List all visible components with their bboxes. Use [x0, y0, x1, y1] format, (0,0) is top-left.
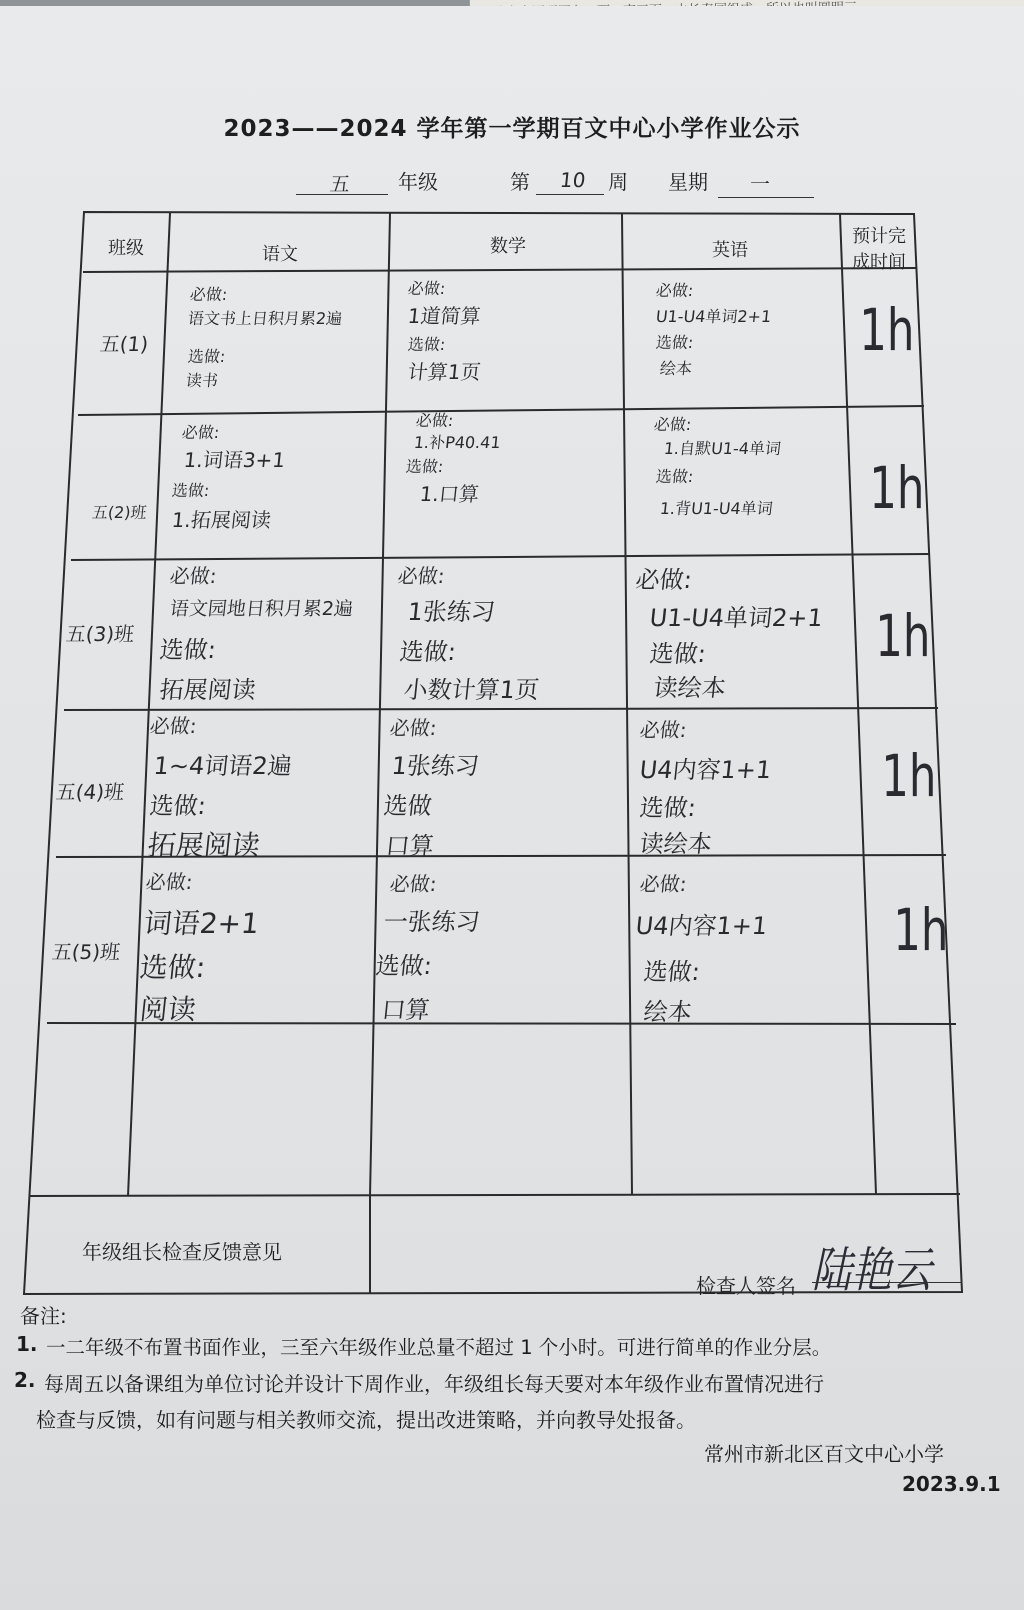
- row4-math-required-label: 必做:: [388, 716, 438, 740]
- row1-math-optional: 计算1页: [406, 360, 482, 384]
- row3-chinese-required-label: 必做:: [168, 564, 218, 588]
- signature: 陆艳云: [809, 1243, 941, 1299]
- row1-math-required-label: 必做:: [406, 279, 447, 298]
- feedback-label: 年级组长检查反馈意见: [82, 1240, 282, 1264]
- row3-class: 五(3)班: [64, 622, 136, 646]
- signer-label: 检查人签名: [696, 1274, 796, 1298]
- row4-class: 五(4)班: [54, 780, 126, 804]
- row5-math-optional-label: 选做:: [374, 952, 434, 980]
- row1-class: 五(1): [98, 332, 150, 356]
- row2-english-required-label: 必做:: [652, 415, 693, 434]
- school-name: 常州市新北区百文中心小学: [704, 1442, 944, 1466]
- row2-time: 1h: [869, 454, 925, 522]
- row1-english-optional: 绘本: [658, 359, 693, 378]
- row1-time: 1h: [859, 296, 915, 364]
- row2-math-required: 1.补P40.41: [412, 433, 502, 452]
- row3-english-required: U1-U4单词2+1: [648, 604, 825, 632]
- row2-english-required: 1.自默U1-4单词: [662, 439, 783, 458]
- row5-english-optional: 绘本: [642, 998, 694, 1026]
- row3-chinese-optional: 拓展阅读: [158, 676, 258, 704]
- row3-math-required: 1张练习: [406, 598, 497, 626]
- row2-math-optional-label: 选做:: [404, 457, 445, 476]
- row3-english-required-label: 必做:: [634, 566, 694, 594]
- week-suffix: 周: [608, 170, 628, 194]
- week-prefix: 第: [510, 170, 530, 194]
- row1-math-optional-label: 选做:: [406, 335, 447, 354]
- note-2-text: 每周五以备课组为单位讨论并设计下周作业，年级组长每天要对本年级作业布置情况进行: [44, 1372, 824, 1396]
- row3-math-optional: 小数计算1页: [402, 676, 541, 704]
- row4-chinese-optional: 拓展阅读: [146, 829, 262, 862]
- weekday-value: 一: [748, 172, 772, 196]
- week-value: 10: [558, 168, 587, 192]
- row5-chinese-optional: 阅读: [138, 993, 198, 1026]
- weekday-label: 星期: [668, 170, 708, 194]
- row5-english-optional-label: 选做:: [642, 958, 702, 986]
- row2-class: 五(2)班: [90, 503, 148, 522]
- row4-english-optional: 读绘本: [638, 830, 714, 858]
- row3-math-optional-label: 选做:: [398, 638, 458, 666]
- row1-english-required: U1-U4单词2+1: [654, 307, 773, 326]
- signature-underline: [812, 1258, 962, 1283]
- col-header-english: 英语: [712, 240, 748, 261]
- row1-chinese-required-label: 必做:: [188, 285, 229, 304]
- row4-chinese-optional-label: 选做:: [148, 792, 208, 820]
- row3-english-optional: 读绘本: [652, 674, 728, 702]
- row4-time: 1h: [881, 742, 937, 810]
- grade-value: 五: [328, 172, 352, 196]
- page-title: 2023——2024 学年第一学期百文中心小学作业公示: [223, 116, 801, 142]
- row4-english-optional-label: 选做:: [638, 794, 698, 822]
- row2-chinese-optional: 1.拓展阅读: [170, 508, 273, 532]
- row5-class: 五(5)班: [50, 940, 122, 964]
- row5-english-required: U4内容1+1: [634, 912, 769, 940]
- row4-math-optional: 口算: [384, 832, 436, 860]
- row5-english-required-label: 必做:: [638, 872, 688, 896]
- row4-math-required: 1张练习: [390, 752, 481, 780]
- row5-chinese-required: 词语2+1: [142, 907, 261, 940]
- row1-chinese-optional: 读书: [184, 371, 219, 390]
- row4-math-optional-label: 选做: [382, 792, 434, 820]
- row3-math-required-label: 必做:: [396, 564, 446, 588]
- col-header-time-2: 成时间: [852, 252, 906, 273]
- row1-math-required: 1道简算: [406, 304, 482, 328]
- row3-english-optional-label: 选做:: [648, 640, 708, 668]
- col-header-class: 班级: [108, 238, 144, 259]
- row4-chinese-required-label: 必做:: [148, 714, 198, 738]
- row1-chinese-required: 语文书上日积月累2遍: [186, 309, 344, 328]
- notice-date: 2023.9.1: [902, 1472, 1001, 1496]
- row4-english-required: U4内容1+1: [638, 756, 773, 784]
- row2-math-optional: 1.口算: [418, 482, 481, 506]
- row3-chinese-optional-label: 选做:: [158, 636, 218, 664]
- note-1-text: 一二年级不布置书面作业，三至六年级作业总量不超过 1 个小时。可进行简单的作业分层。: [46, 1336, 832, 1359]
- row1-chinese-optional-label: 选做:: [186, 347, 227, 366]
- row3-chinese-required: 语文园地日积月累2遍: [168, 598, 355, 620]
- row1-english-required-label: 必做:: [654, 281, 695, 300]
- col-header-time-1: 预计完: [852, 226, 906, 247]
- col-header-math: 数学: [490, 236, 526, 257]
- row2-chinese-required-label: 必做:: [180, 423, 221, 442]
- row2-english-optional: 1.背U1-U4单词: [658, 499, 774, 518]
- row2-chinese-optional-label: 选做:: [170, 481, 211, 500]
- row5-chinese-required-label: 必做:: [144, 870, 194, 894]
- row5-chinese-optional-label: 选做:: [138, 951, 208, 984]
- row5-math-required: 一张练习: [382, 908, 482, 936]
- note-2-text-continued: 检查与反馈，如有问题与相关教师交流，提出改进策略，并向教导处报备。: [36, 1408, 696, 1432]
- col-header-chinese: 语文: [262, 244, 298, 265]
- row3-time: 1h: [875, 602, 931, 670]
- row5-math-optional: 口算: [380, 996, 432, 1024]
- homework-notice-sheet: [0, 6, 1024, 1610]
- row2-math-required-label: 必做:: [414, 411, 455, 430]
- grade-label: 年级: [398, 170, 438, 194]
- note-2-number: 2.: [14, 1368, 36, 1392]
- row2-chinese-required: 1.词语3+1: [182, 448, 287, 472]
- row1-english-optional-label: 选做:: [654, 333, 695, 352]
- row5-math-required-label: 必做:: [388, 872, 438, 896]
- note-1-number: 1.: [16, 1332, 38, 1356]
- row4-chinese-required: 1~4词语2遍: [152, 752, 294, 780]
- row5-time: 1h: [893, 896, 949, 964]
- row4-english-required-label: 必做:: [638, 718, 688, 742]
- notes-heading: 备注:: [20, 1304, 67, 1328]
- row2-english-optional-label: 选做:: [654, 467, 695, 486]
